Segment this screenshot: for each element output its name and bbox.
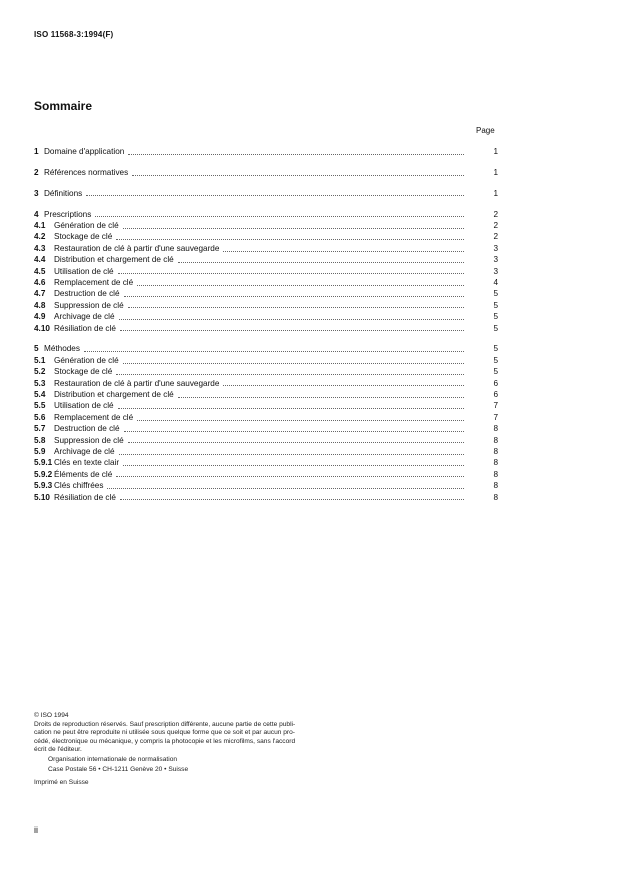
toc-entry-page: 5 xyxy=(493,312,498,322)
dot-leader xyxy=(223,250,464,252)
toc-entry-label: Destruction de clé xyxy=(54,424,120,434)
dot-leader xyxy=(178,396,464,398)
toc-entry-number: 5.7 xyxy=(34,424,46,434)
dot-leader xyxy=(116,373,464,375)
dot-leader xyxy=(137,419,464,421)
toc-entry-number: 4 xyxy=(34,209,39,219)
toc-entry-label: Définitions xyxy=(44,188,83,198)
toc-entry xyxy=(34,423,498,434)
toc-entry-number: 4.9 xyxy=(34,312,46,322)
toc-entry xyxy=(34,457,498,468)
toc-entry-label: Clés chiffrées xyxy=(54,481,104,491)
dot-leader xyxy=(124,295,464,297)
toc-entry xyxy=(34,400,498,411)
printed-in: Imprimé en Suisse xyxy=(34,779,89,787)
toc-entry-page: 1 xyxy=(493,147,498,156)
dot-leader xyxy=(107,487,464,489)
dot-leader xyxy=(116,475,464,477)
toc-entry-page: 8 xyxy=(493,446,498,456)
toc-entry-label: Stockage de clé xyxy=(54,232,113,242)
dot-leader xyxy=(223,384,464,386)
toc-entry xyxy=(34,435,498,446)
toc-entry xyxy=(34,446,498,457)
rights-text: cation ne peut être reproduite ni utilisée sous quelque forme que ce soit et par aucun pro- xyxy=(34,729,295,737)
dot-leader xyxy=(123,362,464,364)
toc-entry-number: 5.1 xyxy=(34,355,46,365)
toc-entry xyxy=(34,266,498,277)
toc-entry xyxy=(34,311,498,322)
toc-entry-label: Stockage de clé xyxy=(54,367,113,377)
toc-entry-page: 3 xyxy=(493,266,498,276)
dot-leader xyxy=(119,318,464,320)
toc-entry-number: 4.10 xyxy=(34,323,50,333)
rights-text: cédé, électronique ou mécanique, y compris la photocopie et les microfilms, sans l'accord xyxy=(34,737,296,745)
toc-entry-number: 5.9.1 xyxy=(34,458,53,468)
dot-leader xyxy=(123,227,464,229)
toc-entry-number: 2 xyxy=(34,167,39,177)
toc-entry-page: 1 xyxy=(493,167,498,177)
toc-entry-page: 8 xyxy=(493,492,498,502)
toc-entry-label: Méthodes xyxy=(44,344,80,354)
toc-entry-page: 6 xyxy=(493,390,498,400)
toc-entry-label: Distribution et chargement de clé xyxy=(54,255,174,265)
toc-entry-page: 8 xyxy=(493,469,498,479)
copyright-line: © ISO 1994 xyxy=(34,712,69,719)
toc-entry xyxy=(34,188,498,199)
toc-entry-label: Distribution et chargement de clé xyxy=(54,390,174,400)
toc-entry-number: 5.9 xyxy=(34,446,46,456)
toc-entry-label: Remplacement de clé xyxy=(54,412,134,422)
toc-entry-page: 4 xyxy=(493,278,498,288)
toc-entry-page: 5 xyxy=(493,355,498,365)
toc-entry-label: Restauration de clé à partir d'une sauvegarde xyxy=(54,243,220,253)
page-title: Sommaire xyxy=(34,99,93,113)
toc-entry xyxy=(34,389,498,400)
toc-entry xyxy=(34,323,498,334)
toc-entry-page: 1 xyxy=(493,188,498,198)
toc-entry xyxy=(34,355,498,366)
dot-leader xyxy=(120,329,464,331)
toc-entry-page: 5 xyxy=(493,344,498,354)
toc-entry-page: 8 xyxy=(493,435,498,445)
toc-entry-number: 5.9.3 xyxy=(34,481,53,491)
toc-entry xyxy=(34,480,498,491)
toc-entry-label: Suppression de clé xyxy=(54,435,124,445)
toc-entry-label: Domaine d'application xyxy=(44,147,125,156)
toc-entry xyxy=(34,254,498,265)
toc-entry-page: 7 xyxy=(493,401,498,411)
dot-leader xyxy=(132,174,464,176)
toc-entry-number: 5.8 xyxy=(34,435,46,445)
toc-entry-label: Suppression de clé xyxy=(54,300,124,310)
toc-entry-number: 4.8 xyxy=(34,300,46,310)
copyright-notice xyxy=(34,712,394,788)
toc-entry-number: 5.5 xyxy=(34,401,46,411)
document-header: ISO 11568-3:1994(F) xyxy=(34,30,114,39)
dot-leader xyxy=(116,238,464,240)
toc-entry-label: Prescriptions xyxy=(44,209,92,219)
toc-entry-label: Clés en texte clair xyxy=(54,458,120,468)
toc-entry-page: 5 xyxy=(493,300,498,310)
toc-entry-number: 4.1 xyxy=(34,221,46,231)
toc-entry-label: Génération de clé xyxy=(54,355,119,365)
toc-entry-label: Archivage de clé xyxy=(54,446,115,456)
dot-leader xyxy=(118,272,464,274)
toc-entry-label: Remplacement de clé xyxy=(54,278,134,288)
toc-entry-page: 6 xyxy=(493,378,498,388)
toc-entry xyxy=(34,277,498,288)
dot-leader xyxy=(86,194,464,196)
toc-entry-label: Archivage de clé xyxy=(54,312,115,322)
toc-entry-label: Utilisation de clé xyxy=(54,401,114,411)
toc-entry-page: 5 xyxy=(493,323,498,333)
dot-leader xyxy=(118,407,464,409)
toc-entry-page: 5 xyxy=(493,367,498,377)
toc-entry xyxy=(34,288,498,299)
toc-entry-number: 5.9.2 xyxy=(34,469,53,479)
organization-address: Case Postale 56 • CH-1211 Genève 20 • Suisse xyxy=(48,765,189,773)
toc-entry xyxy=(34,209,498,220)
toc-entry xyxy=(34,220,498,231)
toc-entry xyxy=(34,469,498,480)
toc-entry xyxy=(34,492,498,503)
toc-entry-number: 5.3 xyxy=(34,378,46,388)
page-number: ii xyxy=(34,825,38,835)
toc-entry xyxy=(34,412,498,423)
rights-text: Droits de reproduction réservés. Sauf prescription différente, aucune partie de cette publi- xyxy=(34,720,296,728)
toc-entry-number: 5.4 xyxy=(34,390,46,400)
toc-entry xyxy=(34,167,498,178)
toc-entry-page: 2 xyxy=(493,209,498,219)
toc-entry xyxy=(34,146,498,157)
toc-entry-page: 8 xyxy=(493,424,498,434)
dot-leader xyxy=(178,261,464,263)
toc-entry-number: 3 xyxy=(34,188,39,198)
dot-leader xyxy=(95,215,464,217)
toc-entry-label: Utilisation de clé xyxy=(54,266,114,276)
toc-entry-page: 2 xyxy=(493,232,498,242)
toc-entry-number: 1 xyxy=(34,147,39,156)
toc-entry-page: 2 xyxy=(493,221,498,231)
toc-entry-page: 3 xyxy=(493,255,498,265)
dot-leader xyxy=(128,441,464,443)
rights-text: écrit de l'éditeur. xyxy=(34,746,82,754)
toc-entry-label: Résiliation de clé xyxy=(54,323,116,333)
toc-entry-page: 3 xyxy=(493,243,498,253)
toc-entry-page: 8 xyxy=(493,458,498,468)
dot-leader xyxy=(120,498,464,500)
dot-leader xyxy=(137,284,464,286)
toc-entry-page: 8 xyxy=(493,481,498,491)
page-column-label: Page xyxy=(476,126,495,135)
toc-entry xyxy=(34,378,498,389)
table-of-contents xyxy=(34,146,498,503)
toc-entry xyxy=(34,231,498,242)
toc-entry-number: 4.6 xyxy=(34,278,46,288)
toc-entry-number: 5.6 xyxy=(34,412,46,422)
toc-entry xyxy=(34,343,498,354)
toc-entry-label: Références normatives xyxy=(44,167,129,177)
toc-entry-number: 4.5 xyxy=(34,266,46,276)
toc-entry-number: 5.10 xyxy=(34,492,50,502)
dot-leader xyxy=(123,464,464,466)
toc-entry-page: 5 xyxy=(493,289,498,299)
toc-entry-label: Destruction de clé xyxy=(54,289,120,299)
toc-entry-label: Résiliation de clé xyxy=(54,492,116,502)
toc-entry-number: 4.2 xyxy=(34,232,46,242)
toc-entry-number: 5.2 xyxy=(34,367,46,377)
dot-leader xyxy=(119,453,464,455)
toc-entry-number: 4.3 xyxy=(34,243,46,253)
organization-name: Organisation internationale de normalisation xyxy=(48,755,178,763)
toc-entry-number: 4.7 xyxy=(34,289,46,299)
dot-leader xyxy=(84,350,464,352)
toc-entry-number: 4.4 xyxy=(34,255,46,265)
dot-leader xyxy=(124,430,464,432)
toc-entry xyxy=(34,243,498,254)
toc-entry xyxy=(34,300,498,311)
toc-entry-page: 7 xyxy=(493,412,498,422)
dot-leader xyxy=(128,306,464,308)
toc-entry-label: Génération de clé xyxy=(54,221,119,231)
toc-entry xyxy=(34,366,498,377)
toc-entry-label: Éléments de clé xyxy=(54,469,113,479)
toc-entry-label: Restauration de clé à partir d'une sauvegarde xyxy=(54,378,220,388)
toc-entry-number: 5 xyxy=(34,344,39,354)
dot-leader xyxy=(128,153,464,155)
